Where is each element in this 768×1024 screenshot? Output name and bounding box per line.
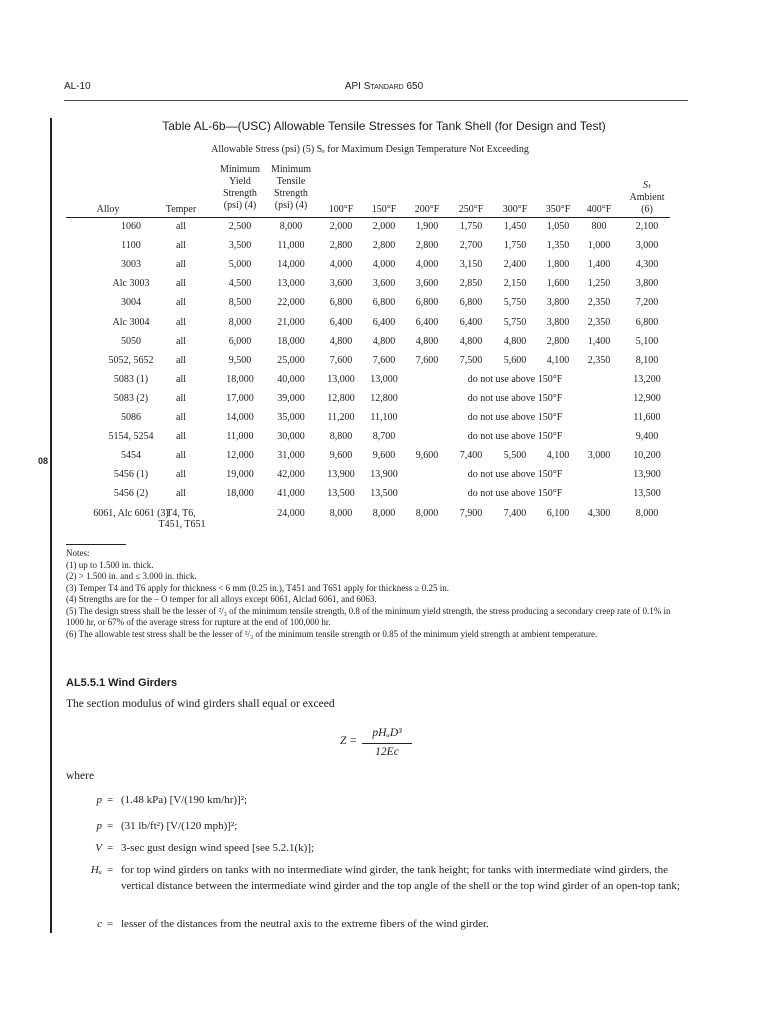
cell-yield: 12,000 bbox=[226, 450, 254, 462]
cell-yield: 6,000 bbox=[228, 335, 252, 347]
table-row bbox=[0, 374, 768, 393]
cell-temper: all bbox=[176, 259, 186, 271]
cell-temper: T4, T6, bbox=[166, 507, 196, 519]
cell-t100: 13,900 bbox=[327, 469, 355, 481]
cell-t100: 3,600 bbox=[329, 278, 353, 290]
cell-alloy: 3003 bbox=[121, 259, 141, 271]
note-item: (5) The design stress shall be the lesser of ²/₃ of the minimum tensile strength, 0.8 of the minimum yield strength, the stress producing a secondary creep rate of 0.1% in 1000 hr, or 67% of the average stress for rupture at the end of 100,000 hr. bbox=[66, 605, 671, 627]
cell-alloy: 6061, Alc 6061 (3) bbox=[93, 507, 169, 519]
cell-yield: 9,500 bbox=[228, 354, 252, 366]
cell-t100: 2,800 bbox=[329, 240, 353, 252]
cell-temper: all bbox=[176, 335, 186, 347]
note-item: (3) Temper T4 and T6 apply for thickness < 6 mm (0.25 in.), T451 and T651 apply for thickness ≥ 0.25 in. bbox=[66, 582, 449, 593]
table-notes bbox=[66, 548, 686, 640]
cell-t400: 1,400 bbox=[587, 335, 611, 347]
note-item: (6) The allowable test stress shall be the lesser of ²/₃ of the minimum tensile strength or 0.85 of the minimum yield strength at ambient temperature. bbox=[66, 628, 598, 639]
cell-tensile: 22,000 bbox=[277, 297, 305, 309]
cell-t150: 2,800 bbox=[372, 240, 396, 252]
cell-t350: 2,800 bbox=[546, 335, 570, 347]
cell-temper: all bbox=[176, 469, 186, 481]
cell-tensile: 14,000 bbox=[277, 259, 305, 271]
cell-alloy: Alc 3003 bbox=[112, 278, 150, 290]
cell-yield: 5,000 bbox=[228, 259, 252, 271]
cell-t100: 13,500 bbox=[327, 488, 355, 500]
cell-yield: 8,500 bbox=[228, 297, 252, 309]
cell-yield: 18,000 bbox=[226, 488, 254, 500]
cell-alloy: 1100 bbox=[121, 240, 141, 252]
cell-t150: 13,000 bbox=[370, 373, 398, 385]
cell-tensile: 42,000 bbox=[277, 469, 305, 481]
cell-t350: 3,800 bbox=[546, 297, 570, 309]
cell-alloy: Alc 3004 bbox=[112, 316, 150, 328]
cell-t100: 9,600 bbox=[329, 450, 353, 462]
cell-ambient: 13,200 bbox=[633, 373, 661, 385]
table-row bbox=[0, 221, 768, 240]
table-row bbox=[0, 431, 768, 450]
cell-temper: all bbox=[176, 392, 186, 404]
cell-ambient: 12,900 bbox=[633, 392, 661, 404]
cell-t350: 6,100 bbox=[546, 507, 570, 519]
col-header-ambient: Sₜ Ambient (6) bbox=[629, 180, 665, 215]
cell-yield: 14,000 bbox=[226, 412, 254, 423]
cell-alloy: 5456 (1) bbox=[113, 469, 149, 481]
cell-t250: 4,800 bbox=[459, 335, 483, 347]
cell-t300: 5,500 bbox=[503, 450, 527, 462]
cell-t150: 6,800 bbox=[372, 297, 396, 309]
formula-lhs: Z = bbox=[340, 735, 358, 747]
cell-t100: 4,800 bbox=[329, 335, 353, 347]
col-header-tensile: Minimum Tensile Strength (psi) (4) bbox=[270, 164, 311, 211]
cell-ambient: 9,400 bbox=[635, 431, 659, 443]
cell-alloy: 5456 (2) bbox=[113, 488, 149, 500]
cell-t100: 8,000 bbox=[329, 507, 353, 519]
cell-tensile: 13,000 bbox=[277, 278, 305, 290]
col-header-150f: 150°F bbox=[371, 204, 397, 215]
cell-yield: 8,000 bbox=[228, 316, 252, 328]
col-header-200f: 200°F bbox=[414, 204, 440, 215]
cell-t250: 6,400 bbox=[459, 316, 483, 328]
cell-t400: 800 bbox=[591, 221, 607, 232]
note-item: (2) > 1.500 in. and ≤ 3.000 in. thick. bbox=[66, 571, 197, 581]
cell-alloy: 5052, 5652 bbox=[108, 354, 154, 366]
where-label: where bbox=[66, 770, 95, 782]
cell-note: do not use above 150°F bbox=[467, 488, 563, 500]
cell-t150: 7,600 bbox=[372, 354, 396, 366]
cell-t150: 11,100 bbox=[370, 412, 398, 423]
cell-alloy: 5154, 5254 bbox=[108, 431, 154, 443]
cell-note: do not use above 150°F bbox=[467, 373, 563, 385]
table-row bbox=[0, 259, 768, 278]
cell-t150: 13,500 bbox=[370, 488, 398, 500]
cell-t400: 1,400 bbox=[587, 259, 611, 271]
cell-t300: 7,400 bbox=[503, 507, 527, 519]
cell-tensile: 11,000 bbox=[277, 240, 305, 252]
formula-fraction-bar bbox=[362, 743, 412, 744]
cell-t300: 1,450 bbox=[503, 221, 527, 232]
cell-ambient: 8,100 bbox=[635, 354, 659, 366]
cell-t100: 6,800 bbox=[329, 297, 353, 309]
cell-t250: 2,850 bbox=[459, 278, 483, 290]
table-subtitle: Allowable Stress (psi) (5) Sₑ for Maximum Design Temperature Not Exceeding bbox=[211, 144, 529, 155]
cell-t350: 3,800 bbox=[546, 316, 570, 328]
cell-t200: 6,400 bbox=[415, 316, 439, 328]
cell-t100: 13,000 bbox=[327, 373, 355, 385]
notes-rule bbox=[66, 544, 126, 545]
cell-t150: 2,000 bbox=[372, 221, 396, 232]
cell-yield: 3,500 bbox=[228, 240, 252, 252]
cell-t300: 4,800 bbox=[503, 335, 527, 347]
cell-t300: 5,600 bbox=[503, 354, 527, 366]
cell-t400: 2,350 bbox=[587, 316, 611, 328]
section-modulus-formula bbox=[340, 727, 440, 763]
cell-t150: 8,700 bbox=[372, 431, 396, 443]
cell-t100: 11,200 bbox=[327, 412, 355, 423]
cell-ambient: 5,100 bbox=[635, 335, 659, 347]
cell-t250: 2,700 bbox=[459, 240, 483, 252]
col-header-yield: Minimum Yield Strength (psi) (4) bbox=[219, 164, 260, 211]
cell-t400: 1,250 bbox=[587, 278, 611, 290]
cell-t150: 13,900 bbox=[370, 469, 398, 481]
cell-tensile: 39,000 bbox=[277, 392, 305, 404]
cell-t350: 1,350 bbox=[546, 240, 570, 252]
cell-t250: 7,400 bbox=[459, 450, 483, 462]
cell-yield: 11,000 bbox=[226, 431, 254, 443]
cell-t100: 8,800 bbox=[329, 431, 353, 443]
cell-temper: all bbox=[176, 488, 186, 500]
table-row bbox=[0, 278, 768, 297]
cell-t100: 2,000 bbox=[329, 221, 353, 232]
cell-ambient: 2,100 bbox=[635, 221, 659, 232]
notes-heading: Notes: bbox=[66, 548, 90, 558]
cell-t150: 4,000 bbox=[372, 259, 396, 271]
table-row bbox=[0, 355, 768, 374]
cell-note: do not use above 150°F bbox=[467, 469, 563, 481]
cell-tensile: 31,000 bbox=[277, 450, 305, 462]
cell-t250: 3,150 bbox=[459, 259, 483, 271]
cell-temper-line2: T451, T651 bbox=[158, 518, 206, 530]
cell-ambient: 11,600 bbox=[633, 412, 661, 423]
cell-t350: 1,600 bbox=[546, 278, 570, 290]
cell-tensile: 30,000 bbox=[277, 431, 305, 443]
cell-t300: 5,750 bbox=[503, 297, 527, 309]
cell-t400: 4,300 bbox=[587, 507, 611, 519]
cell-t400: 2,350 bbox=[587, 297, 611, 309]
cell-ambient: 3,800 bbox=[635, 278, 659, 290]
cell-yield: 18,000 bbox=[226, 373, 254, 385]
table-row bbox=[0, 393, 768, 412]
cell-tensile: 35,000 bbox=[277, 412, 305, 423]
cell-t300: 5,750 bbox=[503, 316, 527, 328]
page-number: AL-10 bbox=[64, 81, 91, 92]
cell-temper: all bbox=[176, 354, 186, 366]
cell-ambient: 7,200 bbox=[635, 297, 659, 309]
cell-t200: 6,800 bbox=[415, 297, 439, 309]
cell-temper: all bbox=[176, 316, 186, 328]
header-rule bbox=[64, 100, 688, 101]
table-row bbox=[0, 240, 768, 259]
cell-tensile: 18,000 bbox=[277, 335, 305, 347]
cell-ambient: 3,000 bbox=[635, 240, 659, 252]
cell-t100: 4,000 bbox=[329, 259, 353, 271]
cell-tensile: 21,000 bbox=[277, 316, 305, 328]
running-header: API Standard 650 bbox=[344, 81, 424, 92]
formula-denominator: 12Ec bbox=[375, 746, 399, 758]
cell-t150: 12,800 bbox=[370, 392, 398, 404]
cell-tensile: 41,000 bbox=[277, 488, 305, 500]
cell-temper: all bbox=[176, 297, 186, 309]
cell-alloy: 5083 (1) bbox=[113, 373, 149, 385]
col-header-100f: 100°F bbox=[328, 204, 354, 215]
cell-t150: 4,800 bbox=[372, 335, 396, 347]
cell-tensile: 25,000 bbox=[277, 354, 305, 366]
cell-temper: all bbox=[176, 412, 186, 423]
cell-alloy: 5083 (2) bbox=[113, 392, 149, 404]
note-item: (1) up to 1.500 in. thick. bbox=[66, 559, 154, 570]
table-row bbox=[0, 488, 768, 507]
cell-ambient: 6,800 bbox=[635, 316, 659, 328]
cell-t100: 7,600 bbox=[329, 354, 353, 366]
cell-t250: 7,500 bbox=[459, 354, 483, 366]
cell-ambient: 13,900 bbox=[633, 469, 661, 481]
cell-t150: 6,400 bbox=[372, 316, 396, 328]
cell-note: do not use above 150°F bbox=[467, 431, 563, 443]
cell-alloy: 5454 bbox=[121, 450, 141, 462]
col-header-350f: 350°F bbox=[545, 204, 571, 215]
cell-ambient: 4,300 bbox=[635, 259, 659, 271]
cell-tensile: 8,000 bbox=[279, 221, 303, 232]
table-row bbox=[0, 336, 768, 355]
cell-alloy: 1060 bbox=[121, 221, 141, 232]
cell-t200: 9,600 bbox=[415, 450, 439, 462]
note-item: (4) Strengths are for the – O temper for all alloys except 6061, Alclad 6061, and 6063. bbox=[66, 594, 377, 604]
cell-t300: 2,150 bbox=[503, 278, 527, 290]
cell-note: do not use above 150°F bbox=[467, 392, 563, 404]
table-row bbox=[0, 507, 768, 530]
cell-t150: 8,000 bbox=[372, 507, 396, 519]
cell-temper: all bbox=[176, 221, 186, 232]
col-header-400f: 400°F bbox=[586, 204, 612, 215]
cell-yield: 17,000 bbox=[226, 392, 254, 404]
cell-temper: all bbox=[176, 373, 186, 385]
cell-t350: 1,800 bbox=[546, 259, 570, 271]
cell-t200: 1,900 bbox=[415, 221, 439, 232]
table-row bbox=[0, 469, 768, 488]
cell-tensile: 24,000 bbox=[277, 507, 305, 519]
cell-alloy: 5086 bbox=[121, 412, 141, 423]
cell-temper: all bbox=[176, 431, 186, 443]
cell-t100: 12,800 bbox=[327, 392, 355, 404]
cell-ambient: 13,500 bbox=[633, 488, 661, 500]
cell-t200: 4,000 bbox=[415, 259, 439, 271]
table-row bbox=[0, 450, 768, 469]
cell-t200: 8,000 bbox=[415, 507, 439, 519]
cell-t250: 1,750 bbox=[459, 221, 483, 232]
cell-tensile: 40,000 bbox=[277, 373, 305, 385]
cell-t150: 9,600 bbox=[372, 450, 396, 462]
table-row bbox=[0, 412, 768, 431]
cell-t250: 6,800 bbox=[459, 297, 483, 309]
cell-alloy: 5050 bbox=[121, 335, 141, 347]
col-header-250f: 250°F bbox=[458, 204, 484, 215]
cell-t400: 3,000 bbox=[587, 450, 611, 462]
cell-t200: 3,600 bbox=[415, 278, 439, 290]
cell-alloy: 3004 bbox=[121, 297, 141, 309]
cell-t100: 6,400 bbox=[329, 316, 353, 328]
cell-yield: 2,500 bbox=[228, 221, 252, 232]
col-header-300f: 300°F bbox=[502, 204, 528, 215]
cell-t200: 7,600 bbox=[415, 354, 439, 366]
section-intro: The section modulus of wind girders shall equal or exceed bbox=[66, 698, 335, 710]
col-header-alloy: Alloy bbox=[96, 204, 120, 215]
table-header-rule bbox=[66, 217, 670, 218]
cell-t200: 2,800 bbox=[415, 240, 439, 252]
col-header-temper: Temper bbox=[165, 204, 197, 215]
table-title: Table AL-6b—(USC) Allowable Tensile Stresses for Tank Shell (for Design and Test) bbox=[162, 119, 606, 133]
formula-numerator: pHᵤD³ bbox=[372, 727, 402, 739]
cell-t250: 7,900 bbox=[459, 507, 483, 519]
cell-t400: 2,350 bbox=[587, 354, 611, 366]
cell-t200: 4,800 bbox=[415, 335, 439, 347]
cell-t300: 2,400 bbox=[503, 259, 527, 271]
cell-yield: 4,500 bbox=[228, 278, 252, 290]
cell-note: do not use above 150°F bbox=[467, 412, 563, 423]
cell-ambient: 8,000 bbox=[635, 507, 659, 519]
table-row bbox=[0, 317, 768, 336]
cell-t350: 4,100 bbox=[546, 450, 570, 462]
cell-t300: 1,750 bbox=[503, 240, 527, 252]
cell-t400: 1,000 bbox=[587, 240, 611, 252]
cell-temper: all bbox=[176, 278, 186, 290]
section-heading: AL5.5.1 Wind Girders bbox=[66, 677, 178, 689]
cell-t350: 1,050 bbox=[546, 221, 570, 232]
cell-t350: 4,100 bbox=[546, 354, 570, 366]
revision-marker: 08 bbox=[38, 456, 49, 466]
cell-ambient: 10,200 bbox=[633, 450, 661, 462]
cell-temper: all bbox=[176, 240, 186, 252]
cell-yield: 19,000 bbox=[226, 469, 254, 481]
cell-t150: 3,600 bbox=[372, 278, 396, 290]
cell-temper: all bbox=[176, 450, 186, 462]
table-row bbox=[0, 297, 768, 316]
